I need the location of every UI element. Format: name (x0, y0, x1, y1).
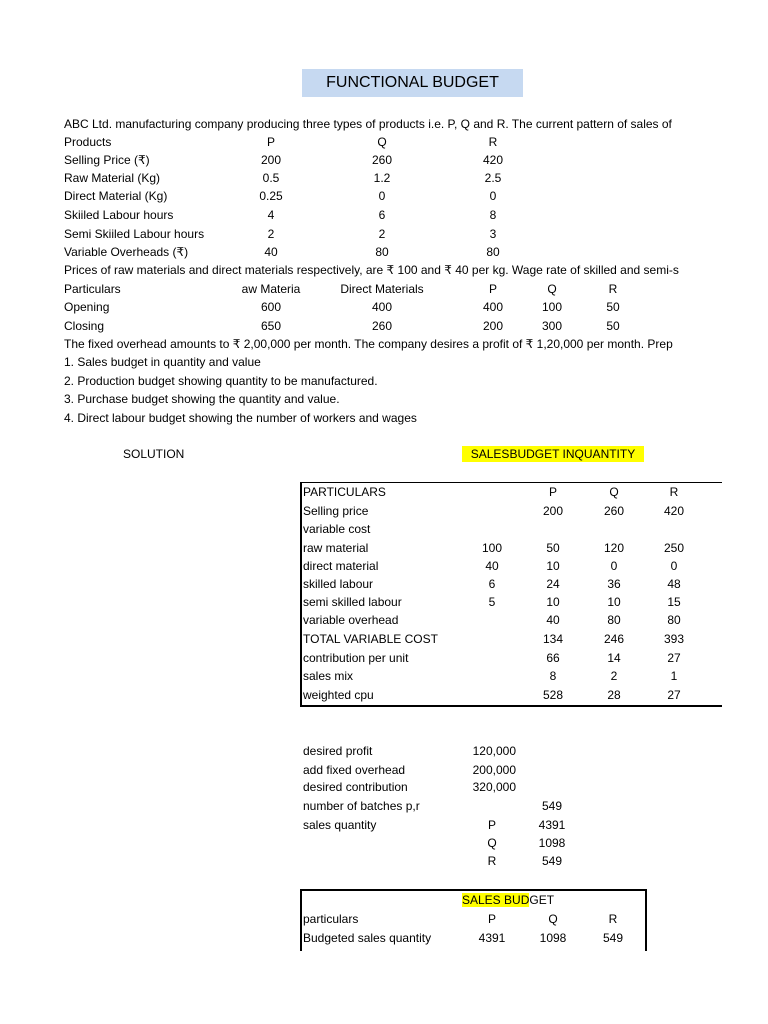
header-p: P (548, 485, 557, 499)
cell-q: 80 (375, 245, 389, 259)
prices-text: Prices of raw materials and direct materials respectively, are ₹ 100 and ₹ 40 per kg. Wage rate of skilled and semi-s (64, 263, 679, 277)
header-r: R (669, 485, 679, 499)
sales-qty-value: 4391 (538, 818, 566, 832)
cell-rate: 5 (488, 595, 496, 609)
cell-r: 8 (489, 208, 497, 222)
cell-r: 50 (606, 319, 620, 333)
cell-q: 120 (603, 541, 625, 555)
cell-r: 420 (482, 153, 504, 167)
list-item: 3. Purchase budget showing the quantity and value. (64, 392, 340, 406)
sales-qty-value: 1098 (538, 836, 566, 850)
cell-r: 48 (667, 577, 681, 591)
page-title: FUNCTIONAL BUDGET (302, 69, 523, 97)
intro-text: ABC Ltd. manufacturing company producing three types of products i.e. P, Q and R. The current pattern of sales of (64, 117, 672, 131)
cell-q: 10 (607, 595, 621, 609)
cell-q: 1098 (539, 931, 567, 945)
row-label: Direct Material (Kg) (64, 189, 168, 203)
row-label: semi skilled labour (303, 595, 402, 609)
header-raw-material: aw Materia (241, 282, 301, 296)
header-particulars: Particulars (64, 282, 121, 296)
cell-raw: 650 (260, 319, 282, 333)
cell-q: 2 (378, 227, 386, 241)
desired-contribution-value: 320,000 (472, 780, 516, 794)
header-q: Q (547, 282, 557, 296)
sales-qty-heading: SALESBUDGET INQUANTITY (462, 446, 644, 462)
list-item: 4. Direct labour budget showing the number of workers and wages (64, 411, 417, 425)
cell-p: 24 (546, 577, 560, 591)
cell-p: 10 (546, 595, 560, 609)
header-direct-materials: Direct Materials (340, 282, 424, 296)
row-label: Selling price (303, 504, 369, 518)
list-item: 2. Production budget showing quantity to be manufactured. (64, 374, 378, 388)
cell-r: 50 (606, 300, 620, 314)
row-label: Products (64, 135, 112, 149)
sales-budget-heading-highlight: SALES BUD (462, 893, 530, 907)
row-label: Variable Overheads (₹) (64, 245, 189, 259)
row-label: Opening (64, 300, 110, 314)
header-p: P (487, 912, 496, 926)
cell-direct: 400 (371, 300, 393, 314)
cell-p: 528 (542, 688, 564, 702)
cell-r: 15 (667, 595, 681, 609)
header-q: Q (548, 912, 558, 926)
cell-r: 80 (667, 613, 681, 627)
cell-p: 0.25 (259, 189, 283, 203)
row-label: skilled labour (303, 577, 374, 591)
cell-r: 80 (486, 245, 500, 259)
cell-raw: 600 (260, 300, 282, 314)
cell-r: 2.5 (484, 171, 502, 185)
cell-r: 27 (667, 688, 681, 702)
cell-r: 1 (670, 669, 678, 683)
sales-qty-label: sales quantity (303, 818, 377, 832)
row-label: TOTAL VARIABLE COST (303, 632, 438, 646)
cell-r: 27 (667, 651, 681, 665)
cell-p: 200 (542, 504, 564, 518)
row-label: Skiiled Labour hours (64, 208, 174, 222)
header-q: Q (609, 485, 619, 499)
cell-rate: 40 (485, 559, 499, 573)
cell-p: 0.5 (262, 171, 280, 185)
sales-budget-heading (462, 892, 554, 908)
sales-qty-product: Q (487, 836, 497, 850)
row-label: Raw Material (Kg) (64, 171, 161, 185)
cell-q: 36 (607, 577, 621, 591)
cell-q: Q (377, 135, 387, 149)
cell-q: 246 (603, 632, 625, 646)
cell-q: 260 (603, 504, 625, 518)
cell-q: 300 (541, 319, 563, 333)
cell-p: 4 (267, 208, 275, 222)
cell-r: R (488, 135, 498, 149)
cell-q: 2 (610, 669, 618, 683)
cell-p: 2 (267, 227, 275, 241)
row-label: variable overhead (303, 613, 399, 627)
list-item: 1. Sales budget in quantity and value (64, 355, 261, 369)
cell-p: 134 (542, 632, 564, 646)
row-label: sales mix (303, 669, 354, 683)
cell-r: 393 (663, 632, 685, 646)
cell-direct: 260 (371, 319, 393, 333)
cell-r: 420 (663, 504, 685, 518)
solution-label: SOLUTION (123, 447, 185, 461)
cell-r: 250 (663, 541, 685, 555)
sales-qty-value: 549 (541, 854, 563, 868)
row-label: variable cost (303, 522, 371, 536)
cell-p: 40 (264, 245, 278, 259)
cell-p: P (266, 135, 275, 149)
cell-p: 200 (260, 153, 282, 167)
header-particulars: PARTICULARS (303, 485, 386, 499)
desired-profit-value: 120,000 (472, 744, 516, 758)
cell-q: 80 (607, 613, 621, 627)
header-r: R (608, 912, 618, 926)
cell-r: 0 (670, 559, 678, 573)
cell-r: 0 (489, 189, 497, 203)
row-label: weighted cpu (303, 688, 374, 702)
cell-p: 50 (546, 541, 560, 555)
sales-qty-product: R (487, 854, 497, 868)
desired-profit-label: desired profit (303, 744, 373, 758)
row-label: contribution per unit (303, 651, 409, 665)
cell-r: 3 (489, 227, 497, 241)
header-p: P (488, 282, 497, 296)
header-particulars: particulars (303, 912, 359, 926)
cell-p: 40 (546, 613, 560, 627)
cell-rate: 6 (488, 577, 496, 591)
cell-p: 200 (482, 319, 504, 333)
cell-p: 66 (546, 651, 560, 665)
overhead-text: The fixed overhead amounts to ₹ 2,00,000 per month. The company desires a profit of ₹ 1,20,000 per month. Prep (64, 337, 673, 351)
cell-p: 400 (482, 300, 504, 314)
batches-value: 549 (541, 799, 563, 813)
cell-q: 28 (607, 688, 621, 702)
fixed-overhead-value: 200,000 (472, 763, 516, 777)
cell-q: 6 (378, 208, 386, 222)
row-label: Semi Skiiled Labour hours (64, 227, 205, 241)
cell-q: 1.2 (373, 171, 391, 185)
row-label: direct material (303, 559, 379, 573)
cell-rate: 100 (481, 541, 503, 555)
cell-p: 4391 (478, 931, 506, 945)
cell-p: 8 (549, 669, 557, 683)
sales-budget-heading-rest: GET (529, 893, 555, 907)
row-label: Closing (64, 319, 105, 333)
batches-label: number of batches p,r (303, 799, 420, 813)
header-r: R (608, 282, 618, 296)
cell-r: 549 (602, 931, 624, 945)
desired-contribution-label: desired contribution (303, 780, 408, 794)
cell-q: 260 (371, 153, 393, 167)
row-label: Budgeted sales quantity (303, 931, 432, 945)
cell-q: 0 (610, 559, 618, 573)
row-label: Selling Price (₹) (64, 153, 150, 167)
cell-q: 0 (378, 189, 386, 203)
fixed-overhead-label: add fixed overhead (303, 763, 406, 777)
cell-p: 10 (546, 559, 560, 573)
cell-q: 14 (607, 651, 621, 665)
sales-qty-product: P (487, 818, 496, 832)
row-label: raw material (303, 541, 369, 555)
cell-q: 100 (541, 300, 563, 314)
